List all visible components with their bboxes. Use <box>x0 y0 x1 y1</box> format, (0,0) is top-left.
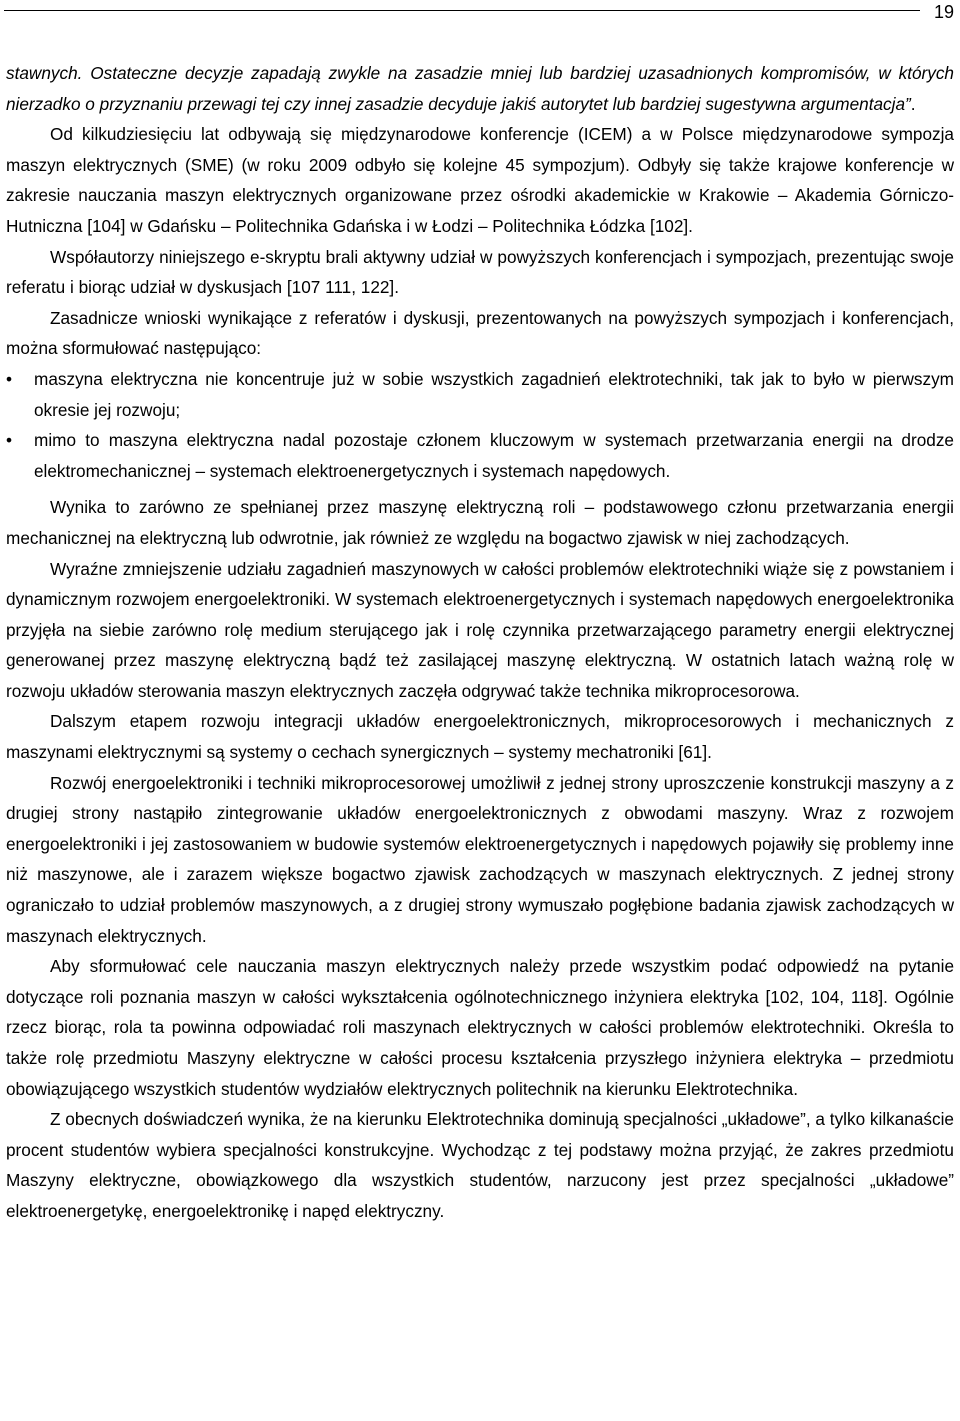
page-number: 19 <box>933 2 954 22</box>
document-body <box>6 58 954 1227</box>
header-rule <box>4 10 920 11</box>
paragraph-machine-role: Wynika to zarówno ze spełnianej przez maszynę elektryczną roli – podstawowego członu przetwarzania energii mechanicznej na elektryczną lub odwrotnie, jak również ze względu na bogactwo zjawisk w niej zachodzących. <box>6 497 954 548</box>
paragraph-conclusions-intro: Zasadnicze wnioski wynikające z referatów i dyskusji, prezentowanych na powyższych sympozjach i konferencjach, można sformułować następująco: <box>6 307 954 359</box>
paragraph-power-electronics: Wyraźne zmniejszenie udziału zagadnień maszynowych w całości problemów elektrotechniki wiąże się z powstaniem i dynamicznym rozwojem energoelektroniki. W systemach elektroenergetycznych i systemach napędowych energoelektronika przyjęła na siebie zarówno rolę medium sterującego jak i rolę czynnika przetwarzającego parametry energii elektrycznej generowanej przez maszynę elektryczną bądź też zasilającej maszynę elektryczną. W ostatnich latach ważną rolę w rozwoju układów sterowania maszyn elektrycznych zaczęła odgrywać także technika mikroprocesorowa. <box>6 558 954 701</box>
conclusions-list <box>6 364 954 486</box>
paragraph-teaching-goals: Aby sformułować cele nauczania maszyn elektrycznych należy przede wszystkim podać odpowiedź na pytanie dotyczące roli poznania maszyn w całości wykształcenia ogólnotechnicznego inżyniera elektryka [102, 104, 118]. Ogólnie rzecz biorąc, rola ta powinna odpowiadać roli maszynach elektrycznych w całości problemów elektrotechniki. Określa to także rolę przedmiotu Maszyny elektryczne w całości procesu kształcenia przyszłego inżyniera elektryka – przedmiotu obowiązującego wszystkich studentów wydziałów elektrycznych politechnik na kierunku Elektrotechnika. <box>6 956 954 1099</box>
quote-text: stawnych. Ostateczne decyzje zapadają zwykle na zasadzie mniej lub bardziej uzasadnionych kompromisów, w których nierzadko o przyznaniu przewagi tej czy innej zasadzie decyduje jakiś autorytet lub bardziej sugestywna argumentacja” <box>6 63 954 114</box>
list-item-text: mimo to maszyna elektryczna nadal pozostaje członem kluczowym w systemach przetwarzania energii na drodze elektromechanicznej – systemach elektroenergetycznych i systemach napędowych. <box>34 430 954 481</box>
paragraph-specializations: Z obecnych doświadczeń wynika, że na kierunku Elektrotechnika dominują specjalności „układowe”, a tylko kilkanaście procent studentów wybiera specjalności konstrukcyjne. Wychodząc z tej podstawy można przyjąć, że zakres przedmiotu Maszyny elektryczne, obowiązkowego dla wszystkich studentów, narzucony jest przez specjalności „układowe” elektroenergetykę, energoelektronikę i napęd elektryczny. <box>6 1109 954 1221</box>
bullet-icon: • <box>6 368 13 389</box>
list-item <box>6 364 954 425</box>
paragraph-development: Rozwój energoelektroniki i techniki mikroprocesorowej umożliwił z jednej strony uproszczenie konstrukcji maszyny a z drugiej strony nastąpiło zintegrowanie układów energoelektronicznych z obwodami maszyny. Wraz z rozwojem energoelektroniki i jej zastosowaniem w budowie systemów elektroenergetycznych i napędowych pojawiły się problemy inne niż maszynowe, ale i zarazem większe bogactwo zjawisk zachodzących w maszynach elektrycznych. Z jednej strony ograniczało to udział problemów maszynowych, a z drugiej strony wymuszało pogłębione badania zjawisk zachodzących w maszynach elektrycznych. <box>6 772 954 946</box>
paragraph-coauthors: Współautorzy niniejszego e-skryptu brali aktywny udział w powyższych konferencjach i sympozjach, prezentując swoje referatu i biorąc udział w dyskusjach [107 111, 122]. <box>6 246 954 298</box>
quote-tail: . <box>910 93 916 114</box>
paragraph-continuation <box>6 58 954 119</box>
paragraph-conferences: Od kilkudziesięciu lat odbywają się międzynarodowe konferencje (ICEM) a w Polsce międzynarodowe sympozja maszyn elektrycznych (SME) (w roku 2009 odbyło się kolejne 45 sympozjum). Odbyły się także krajowe konferencje w zakresie nauczania maszyn elektrycznych organizowane przez ośrodki akademickie w Krakowie – Akademia Górniczo-Hutniczna [104] w Gdańsku – Politechnika Gdańska i w Łodzi – Politechnika Łódzka [102]. <box>6 124 954 236</box>
list-item-text: maszyna elektryczna nie koncentruje już w sobie wszystkich zagadnień elektrotechniki, tak jak to było w pierwszym okresie jej rozwoju; <box>34 368 954 420</box>
bullet-icon: • <box>6 430 13 451</box>
paragraph-mechatronics: Dalszym etapem rozwoju integracji układów energoelektronicznych, mikroprocesorowych i mechanicznych z maszynami elektrycznymi są systemy o cechach synergicznych – systemy mechatroniki [61]. <box>6 711 954 763</box>
list-item <box>6 425 954 486</box>
